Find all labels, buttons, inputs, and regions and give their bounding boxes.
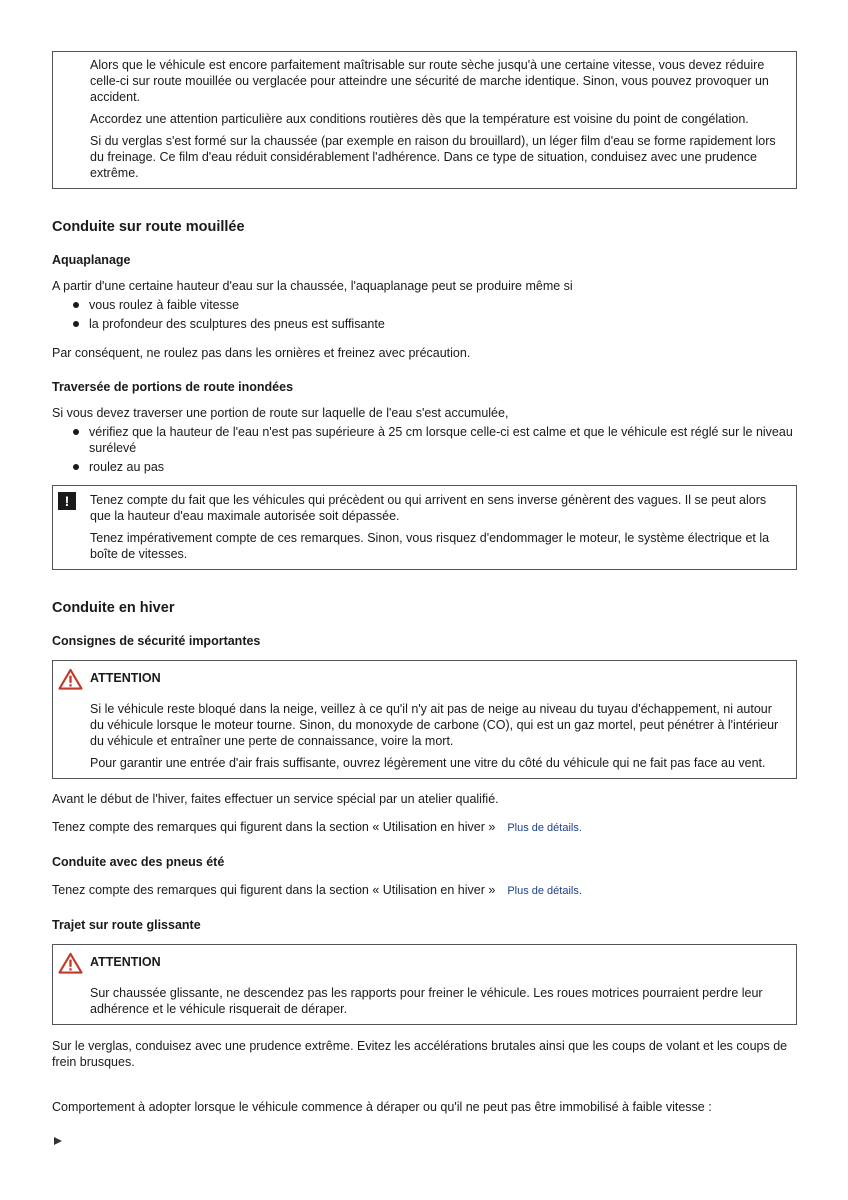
details-link[interactable]: Plus de détails. bbox=[507, 822, 582, 834]
intro-paragraph-3: Si du verglas s'est formé sur la chaussée (par exemple en raison du brouillard), un léger film d'eau se forme rapidement lors du freinage. Ce film d'eau réduit considérablement l'adhérence. Dans ce type de situation, conduisez avec une prudence extrême. bbox=[90, 134, 776, 180]
heading-wet-road: Conduite sur route mouillée bbox=[52, 219, 245, 235]
warning-paragraph-1: Si le véhicule reste bloqué dans la neige, veillez à ce qu'il n'y ait pas de neige au niveau du tuyau d'échappement, ni autour du véhicule lorsque le moteur tourne. Sinon, du monoxyde de carbone (CO), qui est un gaz mortel, peut pénétrer à l'intérieur du véhicule et entraîner une perte de connaissance, voire la mort. bbox=[90, 702, 779, 748]
continue-arrow-icon bbox=[54, 1137, 62, 1145]
warning-box-snow bbox=[52, 660, 797, 779]
intro-paragraph-2: Accordez une attention particulière aux conditions routières dès que la température est voisine du point de congélation. bbox=[90, 112, 749, 126]
heading-flooded-road: Traversée de portions de route inondées bbox=[52, 380, 294, 394]
flood-list bbox=[52, 424, 797, 475]
remark-text: Tenez compte des remarques qui figurent dans la section « Utilisation en hiver » Plus de détails. bbox=[52, 820, 582, 834]
page-content bbox=[52, 0, 797, 1115]
aquaplaning-intro: A partir d'une certaine hauteur d'eau sur la chaussée, l'aquaplanage peut se produire même si bbox=[52, 279, 573, 293]
list-item: la profondeur des sculptures des pneus est suffisante bbox=[52, 316, 797, 332]
aquaplaning-list bbox=[52, 297, 797, 332]
notice-box bbox=[52, 485, 797, 570]
warning-title: ATTENTION bbox=[90, 671, 161, 685]
list-item: roulez au pas bbox=[52, 459, 797, 475]
intro-paragraph-1: Alors que le véhicule est encore parfaitement maîtrisable sur route sèche jusqu'à une certaine vitesse, vous devez réduire celle-ci sur route mouillée ou verglacée pour atteindre une sécurité de marche identique. Sinon, vous pouvez provoquer un accident. bbox=[90, 58, 769, 104]
service-text: Avant le début de l'hiver, faites effectuer un service spécial par un atelier qualifié. bbox=[52, 792, 499, 806]
warning-paragraph-2: Pour garantir une entrée d'air frais suffisante, ouvrez légèrement une vitre du côté du véhicule qui ne fait pas face au vent. bbox=[90, 756, 766, 770]
notice-paragraph-2: Tenez impérativement compte de ces remarques. Sinon, vous risquez d'endommager le moteur, le système électrique et la boîte de vitesses. bbox=[90, 531, 770, 561]
skid-behaviour-text: Comportement à adopter lorsque le véhicule commence à déraper ou qu'il ne peut pas être immobilisé à faible vitesse : bbox=[52, 1100, 712, 1114]
warning-triangle-icon bbox=[58, 952, 83, 974]
intro-warning-box bbox=[52, 51, 797, 189]
warning-paragraph: Sur chaussée glissante, ne descendez pas les rapports pour freiner le véhicule. Les roues motrices pourraient perdre leur adhérence et le véhicule risquerait de déraper. bbox=[90, 986, 763, 1016]
heading-safety: Consignes de sécurité importantes bbox=[52, 634, 261, 648]
warning-triangle-icon bbox=[58, 668, 83, 690]
heading-aquaplaning: Aquaplanage bbox=[52, 253, 131, 267]
list-item: vous roulez à faible vitesse bbox=[52, 297, 797, 313]
flood-intro: Si vous devez traverser une portion de route sur laquelle de l'eau s'est accumulée, bbox=[52, 406, 509, 420]
list-item: vérifiez que la hauteur de l'eau n'est pas supérieure à 25 cm lorsque celle-ci est calme et que le véhicule est réglé sur le niveau surélevé bbox=[52, 424, 797, 456]
exclamation-icon: ! bbox=[58, 492, 76, 510]
warning-box-slippery bbox=[52, 944, 797, 1025]
warning-title: ATTENTION bbox=[90, 955, 161, 969]
aquaplaning-outro: Par conséquent, ne roulez pas dans les ornières et freinez avec précaution. bbox=[52, 346, 471, 360]
heading-summer-tyres: Conduite avec des pneus été bbox=[52, 855, 225, 869]
details-link[interactable]: Plus de détails. bbox=[507, 885, 582, 897]
heading-winter: Conduite en hiver bbox=[52, 600, 175, 616]
heading-slippery-road: Trajet sur route glissante bbox=[52, 918, 201, 932]
summer-remark-text: Tenez compte des remarques qui figurent dans la section « Utilisation en hiver » Plus de détails. bbox=[52, 883, 582, 897]
ice-driving-text: Sur le verglas, conduisez avec une prudence extrême. Evitez les accélérations brutales ainsi que les coups de volant et les coups de frein brusques. bbox=[52, 1039, 788, 1069]
notice-paragraph-1: Tenez compte du fait que les véhicules qui précèdent ou qui arrivent en sens inverse génèrent des vagues. Il se peut alors que la hauteur d'eau maximale autorisée soit dépassée. bbox=[90, 493, 767, 523]
